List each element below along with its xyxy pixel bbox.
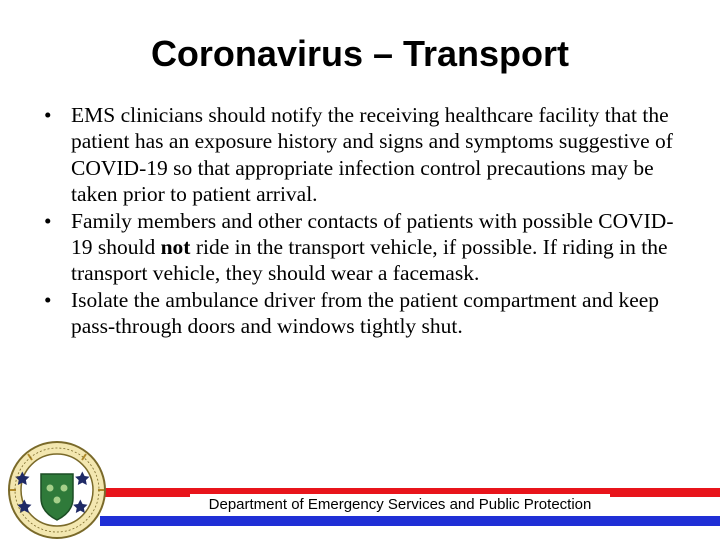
slide-title: Coronavirus – Transport [150,33,570,74]
bullet-item [44,208,694,287]
bullet-list [44,102,694,340]
bullet-text: Isolate the ambulance driver from the patient compartment and keep pass-through doors and windows tightly shut. [71,287,660,339]
bullet-text-bold: not [160,235,191,260]
department-seal-icon [6,440,108,540]
bullet-item [44,102,694,208]
bullet-text-after-bold: ride in the transport vehicle, if possible. If riding in the transport vehicle, they should wear a facemask. [71,235,668,286]
footer-blue-stripe [100,516,720,526]
bullet-marker: • [44,287,52,312]
bullet-item [44,287,694,340]
footer-department-name: Department of Emergency Services and Public Protection [190,494,610,516]
bullet-text: EMS clinicians should notify the receiving healthcare facility that the patient has an exposure history and signs and symptoms suggestive of COVID-19 so that appropriate infection control precautions may be taken prior to patient arrival. [71,103,673,207]
bullet-marker: • [44,208,52,233]
bullet-marker: • [44,103,52,127]
bullet-text-before-bold: Family members and other contacts of patients with possible COVID-19 should [71,208,674,260]
